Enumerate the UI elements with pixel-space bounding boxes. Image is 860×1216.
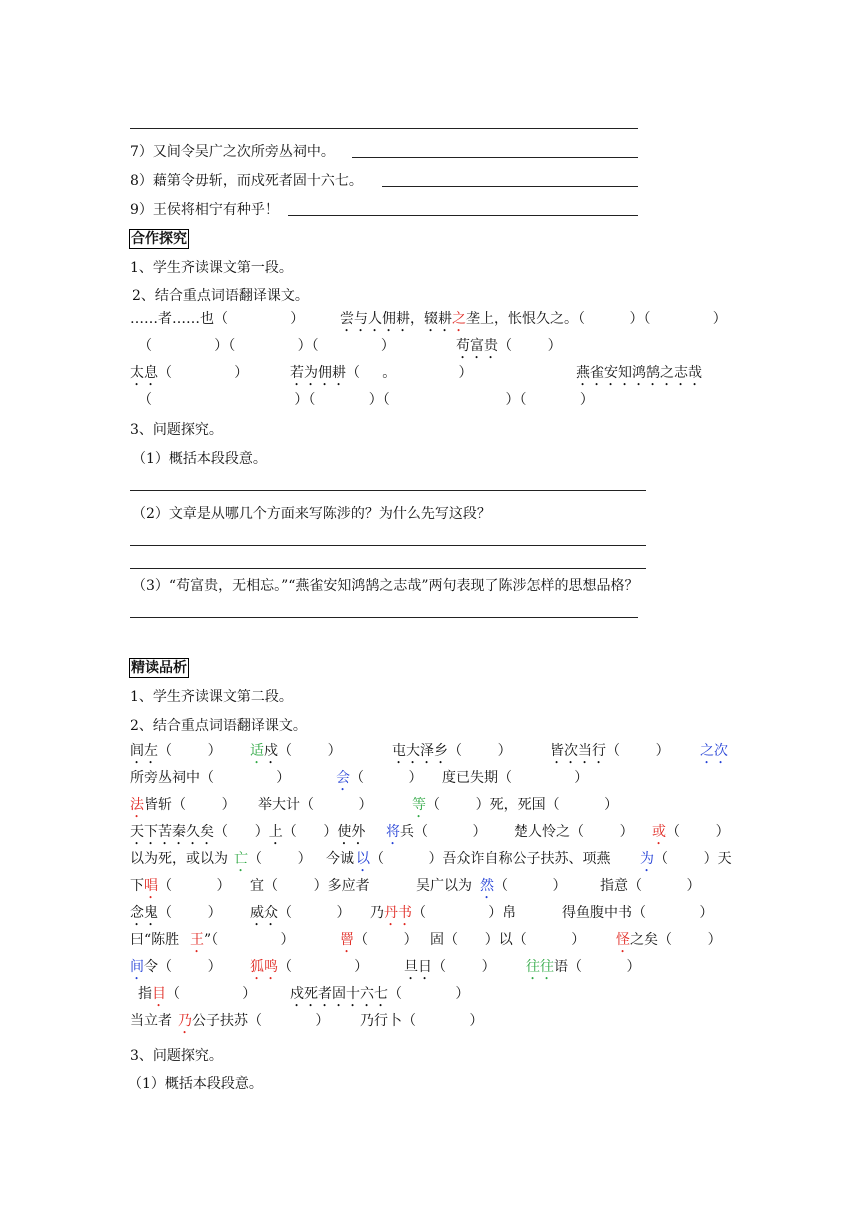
question-7: 7）又间令吴广之次所旁丛祠中。 [130,144,335,160]
vocab-item: 曰“陈胜 [130,932,180,948]
vocab-item: 适戍（ ） [250,743,342,759]
answer-line [130,568,646,569]
question-summary: （1）概括本段段意。 [128,1076,263,1092]
vocab-item: 往往语（ ） [526,959,641,975]
step-2: 2、结合重点词语翻译课文。 [130,718,307,734]
question-8: 8）藉第令毋斩，而戍死者固十六七。 [130,173,363,189]
vocab-item: 尝与人佣耕，辍耕之垄上，怅恨久之。（ ）（ ） [340,311,727,327]
vocab-item: 屯大泽乡（ ） [392,743,512,759]
vocab-item: 戍死者固十六七（ ） [290,986,470,1002]
vocab-item: 度已失期（ ） [442,770,589,786]
vocab-item: 指 [138,986,152,1002]
vocab-item: 法皆斩（ ） [130,797,236,813]
step-3: 3、问题探究。 [130,1048,223,1064]
vocab-item: 唱（ ） [144,878,231,894]
vocab-row [130,740,740,762]
vocab-item: 等（ ）死，死国（ ） [412,797,619,813]
section-heading-cooperate: 合作探究 [131,231,187,247]
vocab-row [130,956,740,978]
vocab-item: 燕雀安知鸿鹄之志哉 [576,365,702,381]
vocab-row [130,794,740,816]
vocab-item: 宜（ ）多应者 [250,878,370,894]
answer-line [382,186,638,187]
vocab-item: 太息（ ） [130,365,249,381]
vocab-item: 之次 [700,743,728,759]
answer-line [130,128,638,129]
vocab-row [130,767,740,789]
vocab-item: 为（ ）天 [640,851,732,867]
vocab-item: 罾（ ） [340,932,418,948]
vocab-item: 吴广以为 [416,878,472,894]
vocab-item: 会（ ） [336,770,423,786]
step-2: 2、结合重点词语翻译课文。 [132,288,309,304]
vocab-item: 念鬼（ ） [130,905,222,921]
vocab-row [130,821,740,843]
vocab-row [130,362,740,384]
vocab-item: 怪之矣（ ） [616,932,722,948]
vocab-item: （ ）（ ）（ ） [138,338,395,354]
section-heading-close-reading: 精读品析 [131,660,187,676]
vocab-item: 指意（ ） [600,878,701,894]
vocab-row [130,335,740,357]
answer-line [352,157,638,158]
vocab-item: （ ）（ ）（ ）（ ） [138,392,594,408]
vocab-item: 当立者 [130,1013,172,1029]
vocab-item: 举大计（ ） [258,797,373,813]
vocab-row [130,983,740,1005]
vocab-item: 狐鸣（ ） [250,959,369,975]
vocab-row [130,875,740,897]
question-character: （3）“苟富贵，无相忘。”“燕雀安知鸿鹄之志哉”两句表现了陈涉怎样的思想品格？ [132,578,639,594]
vocab-row [130,902,740,924]
answer-line [130,545,646,546]
vocab-item: ……者……也（ ） [130,311,305,327]
question-summary: （1）概括本段段意。 [132,451,267,467]
vocab-item: 固（ ）以（ ） [430,932,586,948]
vocab-item: 得鱼腹中书（ ） [562,905,714,921]
vocab-row [130,848,740,870]
vocab-row [130,1010,740,1032]
vocab-item: 以（ ）吾众诈自称公子扶苏、项燕 [356,851,611,867]
vocab-item: 丹书（ ）帛 [384,905,517,921]
vocab-row [130,389,740,411]
vocab-item: 所旁丛祠中（ ） [130,770,291,786]
vocab-item: 王”（ ） [190,932,295,948]
vocab-item: 目（ ） [152,986,257,1002]
vocab-item: 以为死，或以为 [130,851,228,867]
answer-line [288,215,638,216]
vocab-item: 今诚 [326,851,354,867]
vocab-item: 或（ ） [652,824,730,840]
question-9: 9）王侯将相宁有种乎！ [130,202,279,218]
step-3: 3、问题探究。 [130,422,223,438]
answer-line [130,617,638,618]
vocab-item: 乃 [370,905,384,921]
vocab-row [130,929,740,951]
vocab-item: 若为佣耕（ 。 ） [290,365,473,381]
vocab-item: 下 [130,878,144,894]
vocab-item: 间令（ ） [130,959,222,975]
vocab-row [130,308,740,330]
vocab-item: 亡（ ） [234,851,312,867]
vocab-item: 将兵（ ） [386,824,487,840]
vocab-item: 闾左（ ） [130,743,222,759]
question-aspects: （2）文章是从哪几个方面来写陈涉的？为什么先写这段？ [132,506,491,522]
step-1: 1、学生齐读课文第二段。 [130,689,293,705]
vocab-item: 苟富贵（ ） [456,338,562,354]
vocab-item: 楚人怜之（ ） [514,824,634,840]
vocab-item: 乃行卜（ ） [360,1013,484,1029]
vocab-item: 然（ ） [480,878,567,894]
vocab-item: 皆次当行（ ） [550,743,670,759]
vocab-item: 威众（ ） [250,905,351,921]
answer-line [130,490,646,491]
vocab-item: 旦日（ ） [404,959,496,975]
vocab-item: 乃公子扶苏（ ） [178,1013,330,1029]
vocab-item: 天下苦秦久矣（ ）上（ ）使外 [130,824,366,840]
step-1: 1、学生齐读课文第一段。 [130,260,293,276]
